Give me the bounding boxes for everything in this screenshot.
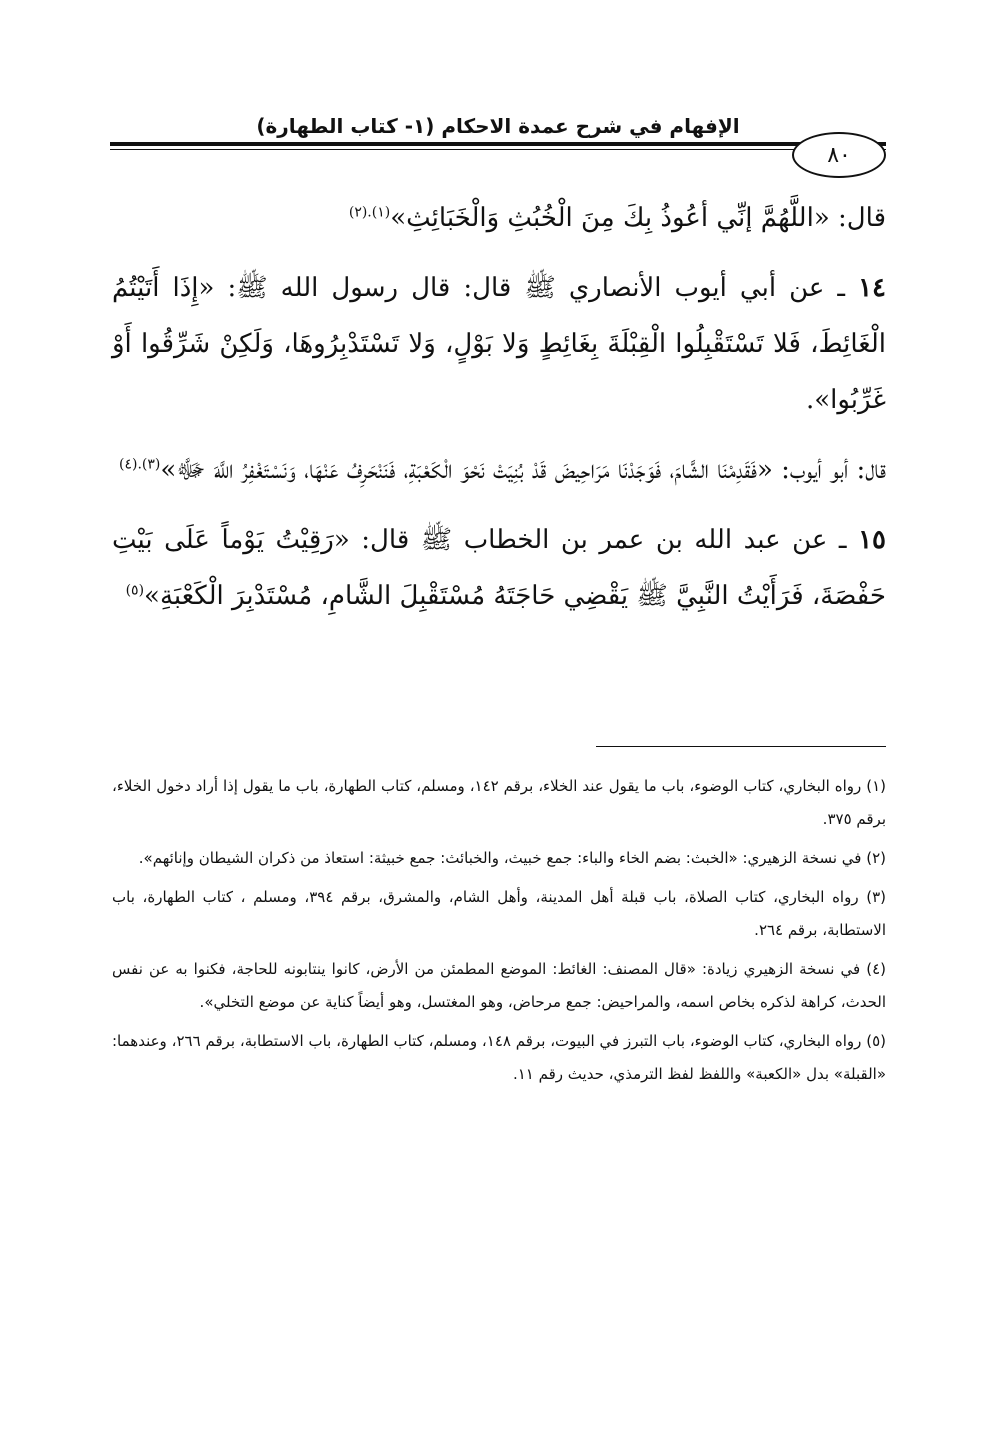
header-rule-thin [110,149,886,150]
footnote-3: (٣) رواه البخاري، كتاب الصلاة، باب قبلة أهل المدينة، وأهل الشام، والمشرق، برقم ٣٩٤، ومسلم ، كتاب الطهارة، باب الاستطابة، برقم ٢٦٤. [112,888,887,939]
hadith-text: ـ عن أبي أيوب الأنصاري ﷺ قال: قال رسول الله ﷺ: «إِذَا أَتَيْتُمُ الْغَائِطَ، فَلا تَسْتَقْبِلُوا الْقِبْلَةَ بِغَائِطٍ وَلا بَوْلٍ، وَلا تَسْتَدْبِرُوهَا، وَلَكِنْ شَرِّقُوا أَوْ غَرِّبُوا». [112,273,886,415]
paragraph-dua [112,190,886,246]
hadith-14 [112,260,886,428]
footnote-2: (٢) في نسخة الزهيري: «الخبث: بضم الخاء والباء: جمع خبيث، والخبائث: جمع خبيثة: استعاذ من ذكران الشيطان وإنائهم». [138,849,886,867]
page-header [110,108,886,188]
footnote-separator [596,746,886,747]
hadith-number: ١٤ [858,273,887,303]
hadith-number: ١٥ [858,525,887,555]
footnotes [112,770,886,1097]
footnote-5: (٥) رواه البخاري، كتاب الوضوء، باب التبرز في البيوت، برقم ١٤٨، ومسلم، كتاب الطهارة، باب الاستطابة، برقم ٢٦٦، وعندهما: «القبلة» بدل «الكعبة» واللفظ لفظ الترمذي، حديث رقم ١١. [112,1032,886,1083]
footnote-1: (١) رواه البخاري، كتاب الوضوء، باب ما يقول عند الخلاء، برقم ١٤٢، ومسلم، كتاب الطهارة، باب ما يقول إذا أراد دخول الخلاء، برقم ٣٧٥. [112,777,887,828]
page-number: ٨٠ [792,132,886,178]
footnote-ref: (١).(٢) [348,204,391,221]
narration-text: قال: أبو أيوب: «فَقَدِمْنَا الشَّامَ، فَوَجَدْنَا مَرَاحِيضَ قَدْ بُنِيَتْ نَحْوَ الْكَعْبَةِ، فَنَنْحَرِفُ عَنْهَا، وَنَسْتَغْفِرُ اللَّهَ ﷻ» [160,455,886,485]
paragraph-abu-ayyub [112,442,886,498]
dua-text: قال: «اللَّهُمَّ إنِّي أعُوذُ بِكَ مِنَ الْخُبُثِ وَالْخَبَائِثِ» [390,203,886,233]
header-rule-thick [110,142,886,146]
main-text [112,190,886,638]
hadith-text: ـ عن عبد الله بن عمر بن الخطاب ﷺ قال: «رَقِيْتُ يَوْماً عَلَى بَيْتِ حَفْصَةَ، فَرَأَيْتُ النَّبِيَّ ﷺ يَقْضِي حَاجَتَهُ مُسْتَقْبِلَ الشَّامِ، مُسْتَدْبِرَ الْكَعْبَةِ» [112,525,886,611]
footnote-ref: (٥) [125,582,145,599]
running-title: الإفهام في شرح عمدة الاحكام (١- كتاب الطهارة) [256,114,740,138]
hadith-15 [112,512,886,624]
footnote-4: (٤) في نسخة الزهيري زيادة: «قال المصنف: الغائط: الموضع المطمئن من الأرض، كانوا ينتابونه للحاجة، فكنوا به عن نفس الحدث، كراهة لذكره بخاص اسمه، والمراحيض: جمع مرحاض، وهو المغتسل، وهو أيضاً كناية عن موضع التخلي». [112,960,886,1011]
footnote-ref: (٣).(٤) [119,456,161,473]
